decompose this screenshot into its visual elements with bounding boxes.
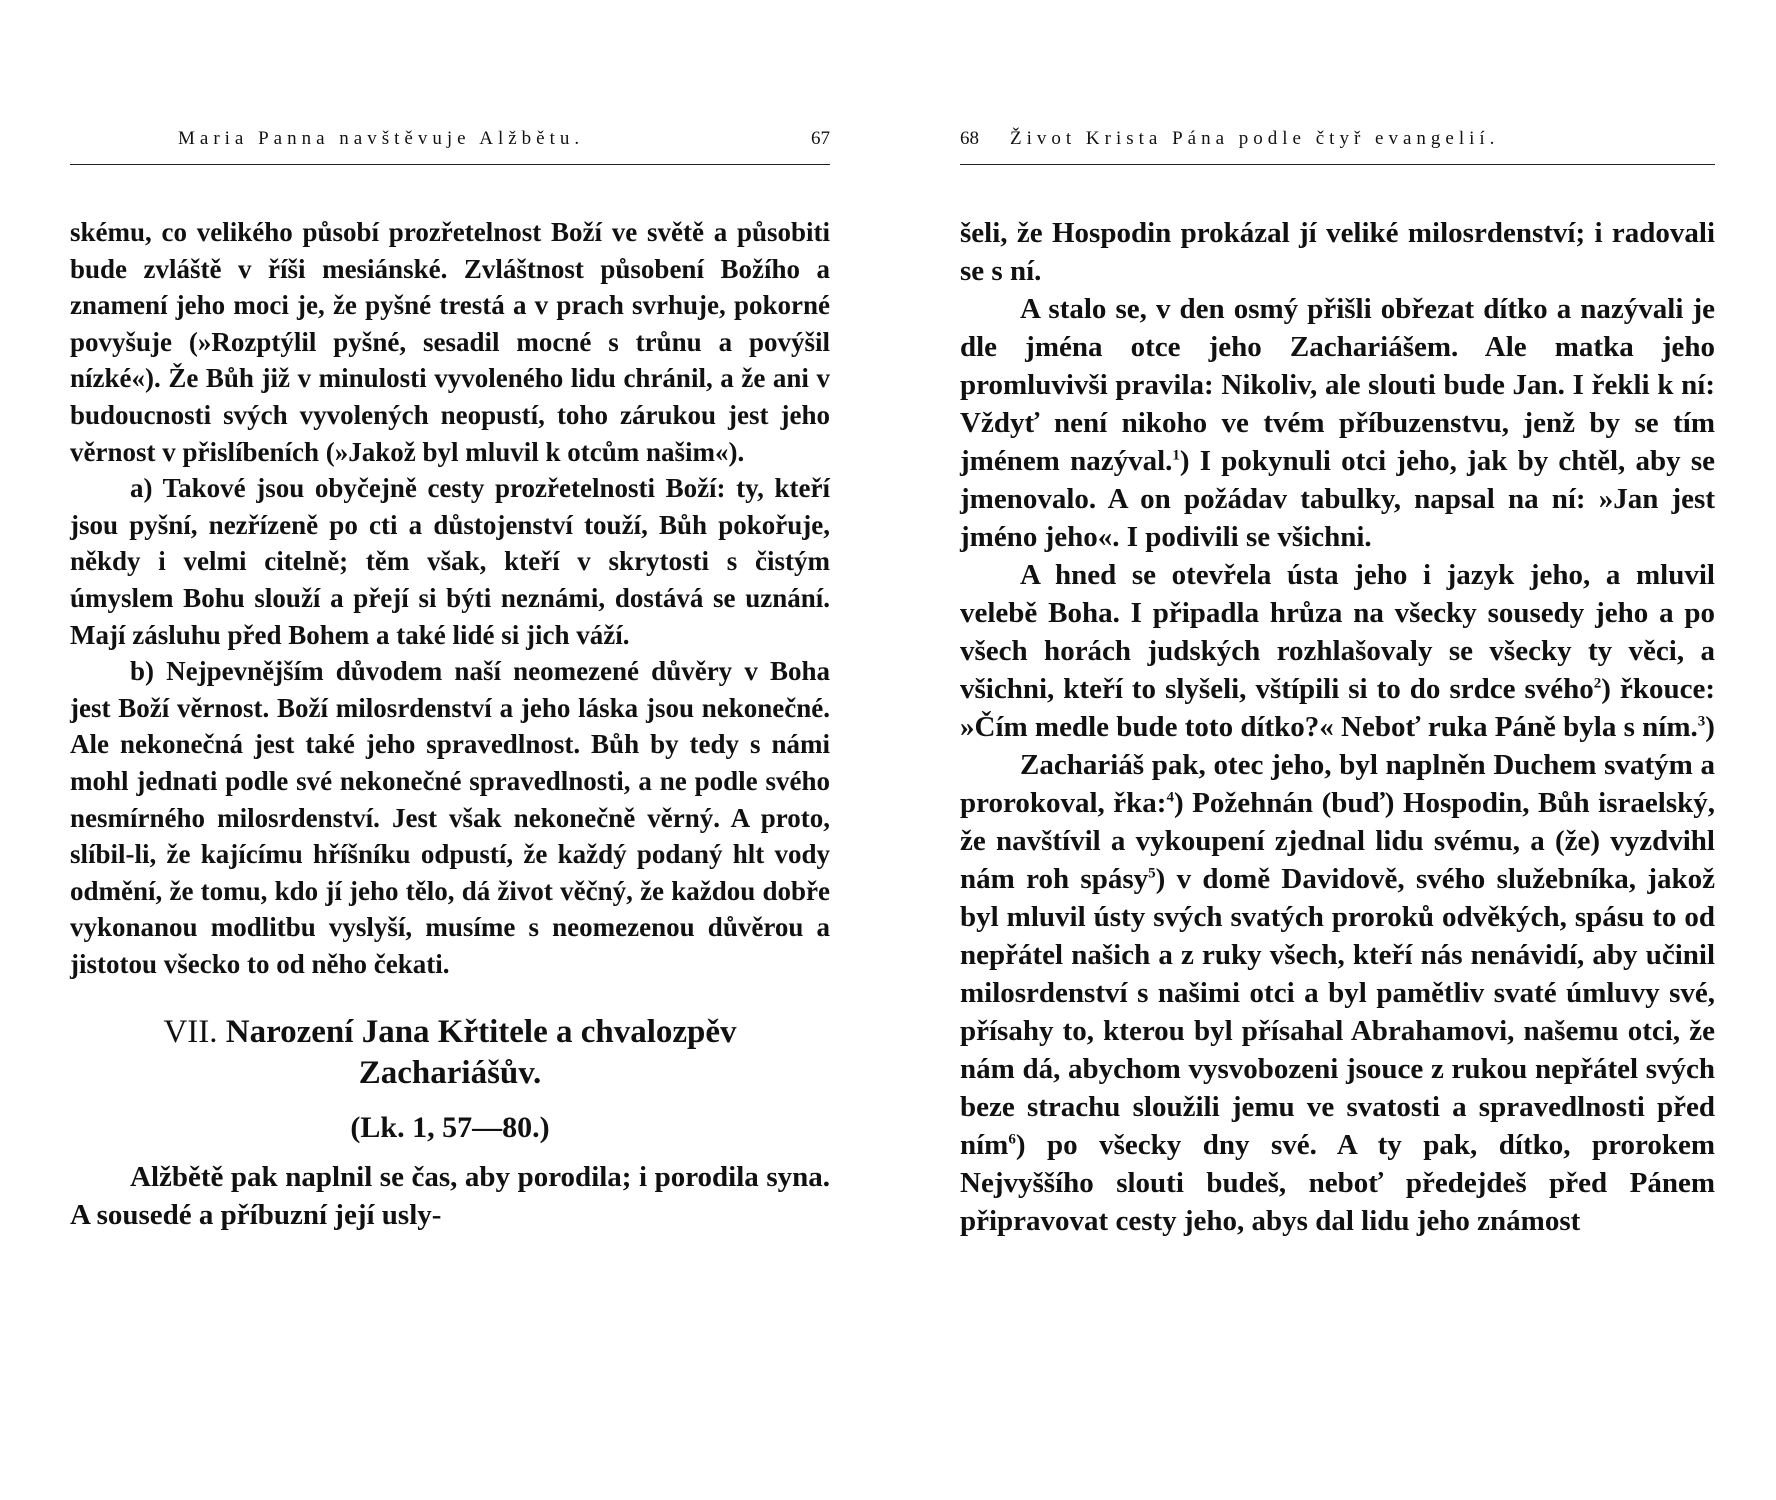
right-paragraph-4-part-1: Zachariáš pak, otec jeho, byl naplněn Duchem svatým a prorokoval, řka: xyxy=(960,749,1715,819)
section-text-block xyxy=(70,1158,830,1234)
right-paragraph-3-part-2: ) řkouce: »Čím medle bude toto dítko?« Neboť ruka Páně byla s ním. xyxy=(960,673,1716,743)
footnote-mark-5: 5 xyxy=(1148,865,1156,882)
right-body-text xyxy=(960,214,1715,1240)
right-paragraph-4-part-3: ) v domě Davidově, svého služebníka, jakož byl mluvil ústy svých svatých proroků odvěkých, spásu to od nepřátel našich a z ruky všech, kteří nás nenávidí, aby učinil milosrdenství s našimi otci a byl pamětliv svaté úmluvy své, přísahy to, kterou byl přísahal Abrahamovi, našemu otci, že nám dá, abychom vysvobozeni jsouce z rukou nepřátel svých beze strachu sloužili jemu ve svatosti a spravedlnosti před ním xyxy=(960,863,1715,1161)
right-paragraph-3 xyxy=(960,556,1715,746)
left-paragraph-b: b) Nejpevnějším důvodem naší neomezené důvěry v Boha jest Boží věrnost. Boží milosrdenství a jeho láska jsou nekonečné. Ale nekonečná jest také jeho spravedlnost. Bůh by tedy s námi mohl jednati podle své nekonečné spravedlnosti, a ne podle svého nesmírného milosrdenství. Jest však nekonečně věrný. A proto, slíbil-li, že kajícímu hříšníku odpustí, že každý podaný hlt vody odmění, že tomu, kdo jí jeho tělo, dá život věčný, že každou dobře vykonanou modlitbu vyslyší, musíme s neomezenou důvěrou a jistotou všecko to od něho čekati. xyxy=(70,656,830,979)
right-paragraph-1: šeli, že Hospodin prokázal jí veliké milosrdenství; i radovali se s ní. xyxy=(960,217,1715,287)
right-page-number: 68 xyxy=(960,128,979,149)
right-running-head xyxy=(960,128,1715,158)
right-paragraph-2 xyxy=(960,290,1715,556)
footnote-mark-4: 4 xyxy=(1166,789,1174,806)
footnote-mark-2: 2 xyxy=(1593,675,1602,692)
left-page-number: 67 xyxy=(811,128,830,149)
right-running-title: Život Krista Pána podle čtyř evangelií. xyxy=(1010,128,1500,149)
footnote-mark-1: 1 xyxy=(1172,447,1180,464)
right-paragraph-3-part-1: A hned se otevřela ústa jeho i jazyk jeho, a mluvil velebě Boha. I připadla hrůza na všecky sousedy jeho a po všech horách judských rozhlašovaly se všecky ty věci, a všichni, kteří to slyšeli, vštípili si to do srdce svého xyxy=(960,559,1715,705)
left-paragraph-1: skému, co velikého působí prozřetelnost Boží ve světě a působiti bude zvláště v říši mesiánské. Zvláštnost působení Božího a znamení jeho moci je, že pyšné trestá a v prach svrhuje, pokorné povyšuje (»Rozptýlil pyšné, sesadil mocné s trůnu a povýšil nízké«). Že Bůh již v minulosti vyvoleného lidu chránil, a že ani v budoucnosti svých vyvolených neopustí, toho zárukou jest jeho věrnost v přislíbeních (»Jakož byl mluvil k otcům našim«). xyxy=(70,217,830,467)
right-paragraph-3-part-3: ) xyxy=(1705,711,1715,743)
right-paragraph-2-part-2: ) I pokynuli otci jeho, jak by chtěl, aby se jmenovalo. A on požádav tabulky, napsal na ní: »Jan jest jméno jeho«. I podivili se všichni. xyxy=(960,445,1715,553)
right-paragraph-2-part-1: A stalo se, v den osmý přišli obřezat dítko a nazývali je dle jména otce jeho Zachariášem. Ale matka jeho promluvivši pravila: Nikoliv, ale slouti bude Jan. I řekli k ní: Vždyť není nikoho ve tvém příbuzenstvu, jenž by se tím jménem nazýval. xyxy=(960,293,1715,477)
left-running-title: Maria Panna navštěvuje Alžbětu. xyxy=(178,128,585,149)
footnote-mark-6: 6 xyxy=(1008,1131,1016,1148)
right-header-rule xyxy=(960,164,1715,165)
footnote-mark-3: 3 xyxy=(1697,713,1706,730)
right-page xyxy=(960,0,1715,1500)
section-reference: (Lk. 1, 57—80.) xyxy=(350,1111,550,1145)
right-paragraph-4-part-2: ) Požehnán (buď) Hospodin, Bůh israelský, že navštívil a vykoupení zjednal lidu svému, a (že) vyzdvihl nám roh spásy xyxy=(960,787,1715,895)
section-number: VII. xyxy=(163,1014,218,1051)
left-header-rule xyxy=(70,164,830,165)
right-paragraph-4-part-4: ) po všecky dny své. A ty pak, dítko, prorokem Nejvyššího slouti budeš, neboť předejdeš před Pánem připravovat cesty jeho, abys dal lidu jeho známost xyxy=(960,1129,1715,1237)
left-body-text xyxy=(70,214,830,1234)
section-heading xyxy=(70,1012,830,1094)
left-page xyxy=(70,0,830,1500)
left-running-head xyxy=(70,128,830,158)
right-paragraph-4 xyxy=(960,746,1715,1240)
section-paragraph: Alžbětě pak naplnil se čas, aby porodila; i porodila syna. A sousedé a příbuzní její usly- xyxy=(70,1161,830,1232)
left-paragraph-a: a) Takové jsou obyčejně cesty prozřetelnosti Boží: ty, kteří jsou pyšní, nezřízeně po cti a důstojenství touží, Bůh pokořuje, někdy i velmi citelně; těm však, kteří v skrytosti s čistým úmyslem Bohu slouží a přejí si býti neznámi, dostává se uznání. Mají zásluhu před Bohem a také lidé si jich váží. xyxy=(70,473,830,650)
section-title: Narození Jana Křtitele a chvalozpěv Zachariášův. xyxy=(225,1014,737,1092)
